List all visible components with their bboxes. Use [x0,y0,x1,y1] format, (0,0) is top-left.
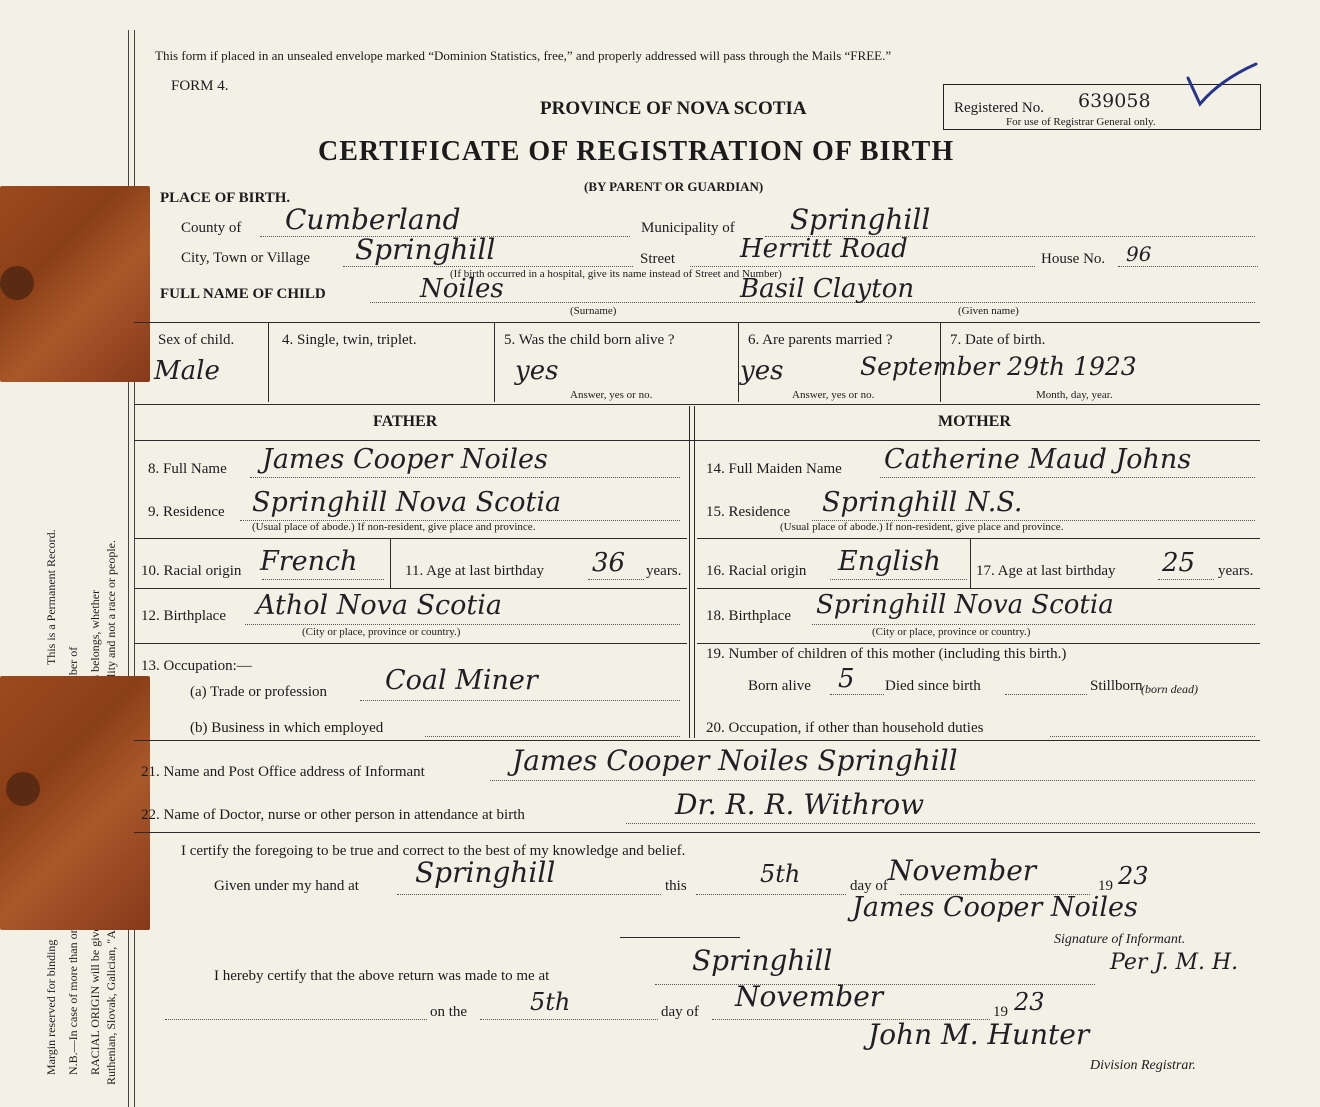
given-label: Given under my hand at [214,878,359,894]
given-day-label: day of [850,878,888,894]
given-place: Springhill [415,856,556,889]
margin-note-reserved: Margin reserved for binding [44,939,58,1075]
registrar-month: November [735,980,884,1013]
mother-racial-label: 16. Racial origin [706,563,807,579]
registrar-signature: John M. Hunter [868,1018,1090,1051]
informant-signature-caption: Signature of Informant. [1054,932,1186,947]
mother-age-label: 17. Age at last birthday [976,563,1116,579]
house-value: 96 [1126,242,1152,266]
street-label: Street [640,251,675,267]
check-mark-icon [1186,60,1258,108]
sex-label: Sex of child. [158,332,235,348]
mother-residence: Springhill N.S. [822,487,1023,518]
county-label: County of [181,220,242,236]
given-day: 5th [760,860,801,888]
doctor-label: 22. Name of Doctor, nurse or other person in attendance at birth [141,807,525,823]
surname-caption: (Surname) [570,305,617,317]
registrar-initials: Per J. M. H. [1110,950,1239,975]
county-value: Cumberland [285,203,461,236]
house-label: House No. [1041,251,1106,267]
mother-heading: MOTHER [938,413,1011,430]
registration-number: 639058 [1078,90,1151,112]
father-name-label: 8. Full Name [148,461,227,477]
registrar-day-label: day of [661,1004,699,1020]
mother-age: 25 [1162,548,1196,578]
father-occupation-label: 13. Occupation:— [141,658,252,674]
registrar-place: Springhill [692,944,833,977]
born-alive-label: Born alive [748,678,811,694]
father-age: 36 [592,548,626,578]
child-given-name: Basil Clayton [740,274,915,304]
father-birthplace: Athol Nova Scotia [256,590,503,621]
mother-name-label: 14. Full Maiden Name [706,461,842,477]
father-birthplace-label: 12. Birthplace [141,608,226,624]
mother-name: Catherine Maud Johns [884,444,1192,475]
dob-value: September 29th 1923 [860,352,1137,381]
alive-caption: Answer, yes or no. [570,389,653,401]
informant-value: James Cooper Noiles Springhill [512,744,958,777]
given-month: November [888,854,1037,887]
mother-birthplace-caption: (City or place, province or country.) [872,626,1031,638]
mother-birthplace: Springhill Nova Scotia [816,590,1114,620]
form-number: FORM 4. [171,78,229,94]
province-title: PROVINCE OF NOVA SCOTIA [540,98,807,119]
born-alive-value: 5 [838,664,855,694]
father-trade-label: (a) Trade or profession [190,684,328,700]
city-label: City, Town or Village [181,250,311,266]
street-value: Herritt Road [740,234,908,264]
mother-children-label: 19. Number of children of this mother (including this birth.) [706,646,1067,662]
punch-hole [0,266,34,300]
registrar-on-label: on the [430,1004,468,1020]
registrar-caption: Division Registrar. [1090,1058,1196,1073]
municipality-label: Municipality of [641,220,735,236]
father-residence-label: 9. Residence [148,504,225,520]
alive-value: yes [515,356,559,386]
registration-label: Registered No. [954,100,1044,116]
informant-signature: James Cooper Noiles [852,892,1138,923]
stillborn-label: Stillborn [1090,678,1143,694]
this-label: this [665,878,687,894]
registration-note: For use of Registrar General only. [1006,116,1156,128]
plurality-label: 4. Single, twin, triplet. [282,332,417,348]
mother-racial: English [838,546,941,577]
municipality-value: Springhill [790,203,931,236]
given-caption: (Given name) [958,305,1019,317]
alive-label: 5. Was the child born alive ? [504,332,675,348]
mother-residence-label: 15. Residence [706,504,791,520]
registrar-statement: I hereby certify that the above return was made to me at [214,968,550,984]
tape-patch-bottom [0,676,150,930]
given-year-prefix: 19 [1098,878,1113,894]
father-racial-label: 10. Racial origin [141,563,242,579]
married-label: 6. Are parents married ? [748,332,893,348]
certificate-subtitle: (BY PARENT OR GUARDIAN) [584,179,764,194]
father-birthplace-caption: (City or place, province or country.) [302,626,461,638]
given-year: 23 [1118,862,1149,890]
father-name: James Cooper Noiles [262,444,548,475]
child-name-label: FULL NAME OF CHILD [160,286,326,302]
punch-hole [6,772,40,806]
mother-occupation-label: 20. Occupation, if other than household duties [706,720,984,736]
registrar-year-prefix: 19 [993,1004,1008,1020]
married-value: yes [740,356,784,386]
registrar-year: 23 [1014,988,1045,1016]
father-trade: Coal Miner [385,665,538,696]
stillborn-note: (born dead) [1141,682,1198,696]
father-heading: FATHER [373,413,438,430]
father-age-label: 11. Age at last birthday [405,563,544,579]
certify-statement: I certify the foregoing to be true and correct to the best of my knowledge and belief. [181,843,686,859]
dob-label: 7. Date of birth. [950,332,1046,348]
doctor-value: Dr. R. R. Withrow [675,788,925,821]
died-label: Died since birth [885,678,981,694]
margin-note-permanent: This is a Permanent Record. [44,529,58,665]
child-surname: Noiles [420,274,504,304]
married-caption: Answer, yes or no. [792,389,875,401]
city-value: Springhill [355,233,496,266]
registrar-day: 5th [530,988,571,1016]
informant-label: 21. Name and Post Office address of Informant [141,764,425,780]
tape-patch-top [0,186,150,382]
father-racial: French [260,546,358,577]
father-residence: Springhill Nova Scotia [252,487,562,518]
sex-value: Male [154,356,220,386]
father-business-label: (b) Business in which employed [190,720,384,736]
dob-caption: Month, day, year. [1036,389,1113,401]
mother-birthplace-label: 18. Birthplace [706,608,791,624]
top-notice: This form if placed in an unsealed envelope marked “Dominion Statistics, free,” and properly addressed will pass through the Mails “FREE.” [155,48,892,63]
certificate-title: CERTIFICATE OF REGISTRATION OF BIRTH [318,136,955,167]
father-residence-caption: (Usual place of abode.) If non-resident, give place and province. [252,521,536,533]
hospital-note: (If birth occurred in a hospital, give its name instead of Street and Number) [450,268,782,280]
mother-years: years. [1218,563,1254,579]
place-of-birth-heading: PLACE OF BIRTH. [160,190,291,206]
mother-residence-caption: (Usual place of abode.) If non-resident, give place and province. [780,521,1064,533]
father-years: years. [646,563,682,579]
